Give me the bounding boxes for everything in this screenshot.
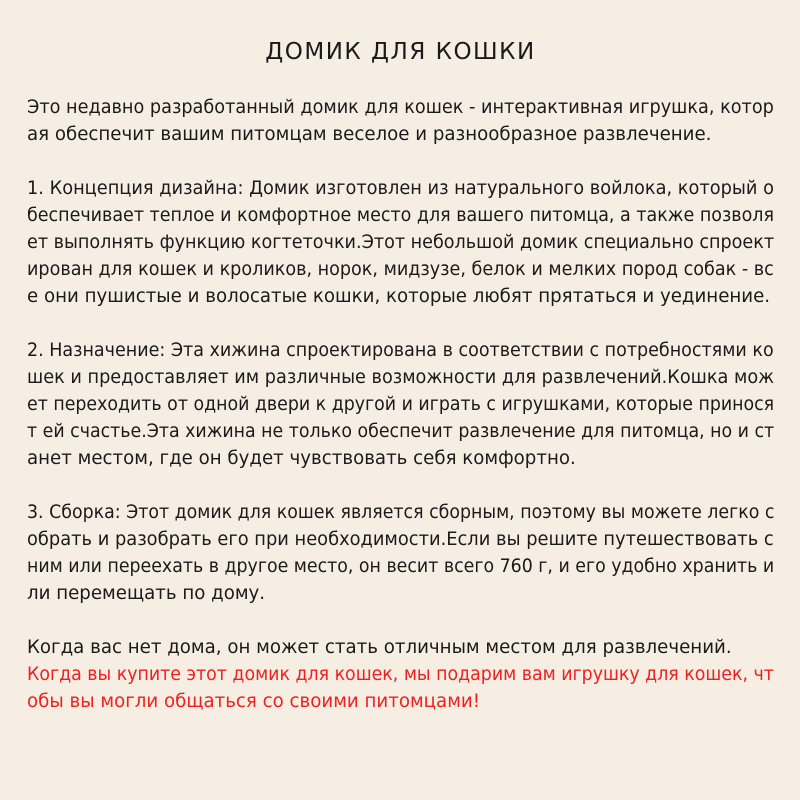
text-line: 2. Назначение: Эта хижина спроектирована в соответствии с потребностями ко — [27, 340, 774, 361]
description-body — [27, 94, 774, 715]
page-title: ДОМИК ДЛЯ КОШКИ — [265, 39, 536, 65]
text-line: беспечивает теплое и комфортное место для вашего питомца, а также позволя — [27, 205, 774, 226]
promo-line: Когда вы купите этот домик для кошек, мы подарим вам игрушку для кошек, чт — [27, 664, 774, 685]
text-line: ним или переехать в другое место, он весит всего 760 г, и его удобно хранить и — [27, 556, 775, 577]
text-line: ет выполнять функцию когтеточки.Этот небольшой домик специально спроект — [27, 232, 775, 253]
text-line: ли перемещать по дому. — [27, 583, 266, 604]
promo-line: обы вы могли общаться со своими питомцами! — [27, 691, 481, 712]
text-line: ирован для кошек и кроликов, норок, мидзузе, белок и мелких пород собак - вс — [27, 259, 774, 280]
text-line: ет переходить от одной двери к другой и играть с игрушками, которые принося — [27, 394, 775, 415]
text-line: 1. Концепция дизайна: Домик изготовлен из натурального войлока, который о — [27, 178, 774, 199]
text-line: обрать и разобрать его при необходимости.Если вы решите путешествовать с — [27, 529, 774, 550]
text-line: анет местом, где он будет чувствовать себя комфортно. — [27, 448, 576, 469]
assembly-paragraph — [27, 499, 774, 607]
text-line: е они пушистые и волосатые кошки, которые любят прятаться и уединение. — [27, 286, 771, 307]
promo-paragraph — [27, 661, 774, 715]
text-line: шек и предоставляет им различные возможности для развлечений.Кошка мож — [27, 367, 775, 388]
closing-paragraph — [27, 634, 774, 661]
design-concept-paragraph — [27, 175, 774, 310]
text-line: Когда вас нет дома, он может стать отличным местом для развлечений. — [27, 637, 732, 658]
purpose-paragraph — [27, 337, 774, 472]
intro-paragraph — [27, 94, 774, 148]
text-line: 3. Сборка: Этот домик для кошек является сборным, поэтому вы можете легко с — [27, 502, 775, 523]
text-line: ая обеспечит вашим питомцам веселое и разнообразное развлечение. — [27, 124, 712, 145]
text-line: Это недавно разработанный домик для кошек - интерактивная игрушка, котор — [27, 97, 774, 118]
text-line: т ей счастье.Эта хижина не только обеспечит развлечение для питомца, но и ст — [27, 421, 775, 442]
